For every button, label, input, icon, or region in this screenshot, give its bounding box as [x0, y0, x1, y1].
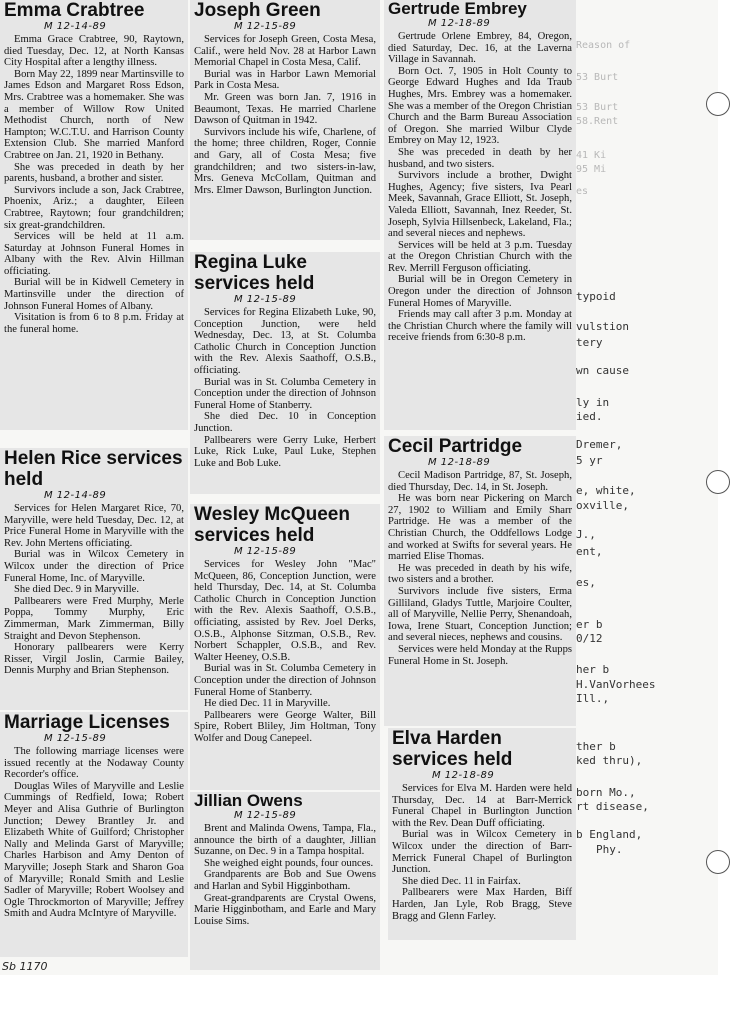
paragraph: She weighed eight pounds, four ounces. [204, 857, 374, 869]
clipping-title: Joseph Green [194, 0, 321, 21]
paragraph: Burial was in St. Columba Cemetery in Conception under the direction of Johnson Funeral Home of Stanberry. [194, 663, 376, 698]
clipping-cecil-partridge [384, 436, 576, 726]
clipping-marriage-licenses [0, 712, 188, 957]
background-line: Dremer, [576, 438, 623, 451]
paragraph: Pallbearers were Gerry Luke, Herbert Luke, Rick Luke, Paul Luke, Stephen Luke and Bob Luke. [194, 434, 376, 469]
paragraph: Services for Wesley John "Mac" McQueen, 86, Conception Junction, were held Thursday, Dec. 14, at St. Columba Catholic Church in Conception Junction with the Rev. Alexis Saathoff, O.S.B., officiating, assisted by Rev. Joel Derks, O.S.B., Alphonse Sitzman, O.S.B., Rev. Norbert Schappler, O.S.B., and Rev. Walter Heeney, O.S.B. [194, 559, 376, 663]
background-line: oxville, [576, 499, 629, 512]
paragraph: Friends may call after 3 p.m. Monday at the Christian Church where the family will receive friends from 6:30-8 p.m. [388, 309, 572, 344]
paragraph: Grandparents are Bob and Sue Owens and Harlan and Sybil Higginbotham. [194, 869, 376, 892]
background-line: 5 yr [576, 454, 603, 467]
paragraph: Emma Grace Crabtree, 90, Raytown, died Tuesday, Dec. 12, at North Kansas City Hospital after a lengthy illness. [4, 34, 184, 69]
paragraph: Douglas Wiles of Maryville and Leslie Cummings of Redfield, Iowa; Robert Meyer and Alisa Guthrie of Burlington Junction; Dewey Brantley Jr. and Elizabeth White of Guilford; Christopher Nally and Melinda Garst of Maryville; Charles Harbison and Amy Denton of Maryville; Joseph Stark and Sharon Goa of Maryville; Ronald Smith and Leslie Sadler of Maryville; Robert Woolsey and Ogle Throckmorton of Maryville; Jeffrey Smith and Audra McIntyre of Maryville. [4, 780, 184, 920]
clipping-title: Cecil Partridge [388, 436, 523, 457]
paragraph: Services will be held at 11 a.m. Saturday at Johnson Funeral Homes in Albany with the Rev. Alvin Hillman officiating. [4, 231, 184, 277]
faint-line: 53 Burt [576, 102, 619, 113]
paragraph: Burial was in Wilcox Cemetery in Wilcox under the direction of Price Funeral Home, Inc. of Maryville. [4, 549, 184, 584]
background-line: es, [576, 576, 596, 589]
handwritten-date: M 12-15-89 [234, 294, 297, 305]
clipping-title: Regina Luke services held [194, 252, 315, 294]
clipping-regina-luke [190, 252, 380, 494]
background-line: H.VanVorhees [576, 678, 656, 691]
paragraph: Burial will be in Kidwell Cemetery in Martinsville under the direction of Johnson Funeral Homes of Albany. [4, 277, 184, 312]
paragraph: Pallbearers were Max Harden, Biff Harden, Jan Lyle, Rob Bragg, Steve Bragg and Glenn Farley. [392, 887, 572, 922]
clipping-helen-rice [0, 448, 188, 710]
paragraph: She died Dec. 9 in Maryville. [14, 584, 140, 596]
paragraph: Burial was in St. Columba Cemetery in Conception under the direction of Johnson Funeral Home of Stanberry. [194, 376, 376, 411]
background-line: er b [576, 618, 603, 631]
background-line: Phy. [596, 843, 623, 856]
paragraph: Burial was in Harbor Lawn Memorial Park in Costa Mesa. [194, 68, 376, 92]
background-line: wn cause [576, 364, 629, 377]
handwritten-date: M 12-15-89 [234, 810, 297, 821]
paragraph: Gertrude Orlene Embrey, 84, Oregon, died Saturday, Dec. 16, at the Laverna Village in Savannah. [388, 31, 572, 66]
bottom-margin [0, 975, 750, 1033]
background-line: Ill., [576, 692, 610, 705]
background-line: b England, [576, 828, 643, 841]
background-line: 0/12 [576, 632, 603, 645]
handwritten-date: M 12-18-89 [428, 18, 491, 29]
paragraph: Honorary pallbearers were Kerry Risser, Virgil Joslin, Carmie Bailey, Dennis Murphy and Brian Stephenson. [4, 642, 184, 677]
paragraph: He died Dec. 11 in Maryville. [204, 698, 331, 710]
clipping-title: Wesley McQueen services held [194, 504, 350, 546]
clipping-wesley-mcqueen [190, 504, 380, 790]
paragraph: Survivors include a brother, Dwight Hughes, Agency; five sisters, Iva Pearl Meek, Savannah, Grace Elliott, St. Joseph, Valeda Elliott, Savannah, Inez Reeder, St. Joseph, Sylvia Hillsenbeck, Lakeland, Fla.; and several nieces and nephews. [388, 170, 572, 240]
paragraph: Services will be held at 3 p.m. Tuesday at the Oregon Christian Church with the Rev. Merrill Ferguson officiating. [388, 239, 572, 274]
clipping-elva-harden [388, 728, 576, 940]
background-line: ied. [576, 410, 603, 423]
paragraph: Mr. Green was born Jan. 7, 1916 in Beaumont, Texas. He married Charlene Dawson of Quitman in 1942. [194, 91, 376, 127]
paragraph: She was preceded in death by her parents, husband, a brother and sister. [4, 161, 184, 185]
clipping-title: Emma Crabtree [4, 0, 145, 21]
background-line: ent, [576, 545, 603, 558]
paragraph: Pallbearers were George Walter, Bill Spire, Robert Bliley, Jim Holtman, Tony Wolfer and Doug Canepeel. [194, 709, 376, 744]
paragraph: Cecil Madison Partridge, 87, St. Joseph, died Thursday, Dec. 14, in St. Joseph. [388, 470, 572, 493]
handwritten-date: M 12-15-89 [234, 21, 297, 32]
paragraph: Survivors include a son, Jack Crabtree, Phoenix, Ariz.; a daughter, Eileen Crabtree, Raytown; four grandchildren; six great-grandchildren. [4, 184, 184, 231]
paragraph: Born Oct. 7, 1905 in Holt County to George Edward Hughes and Ida Traub Hughes, Mrs. Embrey was a homemaker. She was a member of the Oregon Christian Church and the Barm Bureau Association of Oregon. She married Wilbur Clyde Embrey on May 12, 1923. [388, 65, 572, 147]
clipping-joseph-green [190, 0, 380, 240]
paragraph: She died Dec. 11 in Fairfax. [402, 875, 521, 887]
background-line: tery [576, 336, 603, 349]
background-record-text [576, 0, 708, 975]
background-line: typoid [576, 290, 616, 303]
faint-line: 58.Rent [576, 116, 619, 127]
background-line: ther b [576, 740, 616, 753]
faint-line: 95 Mi [576, 164, 607, 175]
faint-line: 53 Burt [576, 72, 619, 83]
paragraph: Visitation is from 6 to 8 p.m. Friday at the funeral home. [4, 312, 184, 335]
background-line: J., [576, 528, 596, 541]
paragraph: She died Dec. 10 in Conception Junction. [194, 411, 376, 434]
clipping-title: Jillian Owens [194, 792, 303, 810]
binder-hole-top [706, 92, 730, 116]
paragraph: He was born near Pickering on March 27, 1902 to William and Emily Sharr Partridge. He was a member of the Christian Church, the Oddfellows Lodge and worked at Swifts for several years. He married Elise Thomas. [388, 493, 572, 563]
faint-line: es [576, 186, 589, 197]
handwritten-date: M 12-15-89 [44, 733, 107, 744]
clipping-jillian-owens [190, 792, 380, 970]
handwritten-date: M 12-18-89 [428, 457, 491, 468]
clipping-title: Elva Harden services held [392, 728, 513, 770]
paragraph: She was preceded in death by her husband, and two sisters. [388, 146, 572, 170]
paragraph: Pallbearers were Fred Murphy, Merle Poppa, Tommy Murphy, Eric Zimmerman, Mark Zimmerman, Billy Straight and Devon Stephenson. [4, 595, 184, 642]
paragraph: Burial will be in Oregon Cemetery in Oregon under the direction of Johnson Funeral Homes of Maryville. [388, 274, 572, 309]
clipping-gertrude-embrey [384, 0, 576, 430]
binder-hole-middle [706, 470, 730, 494]
faint-line: Reason of [576, 40, 631, 51]
clipping-title: Marriage Licenses [4, 712, 170, 733]
paragraph: Services for Joseph Green, Costa Mesa, Calif., were held Nov. 28 at Harbor Lawn Memorial Chapel in Costa Mesa, Calif. [194, 34, 376, 69]
binder-hole-bottom [706, 850, 730, 874]
paragraph: Services for Helen Margaret Rice, 70, Maryville, were held Tuesday, Dec. 12, at Price Funeral Home in Maryville with the Rev. John Mertens officiating. [4, 503, 184, 549]
handwritten-date: M 12-14-89 [44, 21, 107, 32]
background-line: ly in [576, 396, 610, 409]
clipping-title: Gertrude Embrey [388, 0, 527, 18]
paragraph: Services were held Monday at the Rupps Funeral Home in St. Joseph. [388, 643, 572, 667]
paragraph: Services for Elva M. Harden were held Thursday, Dec. 14 at Barr-Merrick Funeral Chapel in Burlington Junction with the Rev. Dean Duff officiating. [392, 783, 572, 829]
paragraph: Brent and Malinda Owens, Tampa, Fla., announce the birth of a daughter, Jillian Suzanne, on Dec. 9 in a Tampa hospital. [194, 823, 376, 858]
clipping-emma-crabtree [0, 0, 188, 430]
page-margin [718, 0, 750, 1033]
background-line: ked thru), [576, 754, 643, 767]
clipping-title: Helen Rice services held [4, 448, 183, 490]
paragraph: Great-grandparents are Crystal Owens, Marie Higginbotham, and Earle and Mary Louise Sims. [194, 892, 376, 927]
background-line: born Mo., [576, 786, 636, 799]
paragraph: Survivors include five sisters, Erma Gilliland, Gladys Tuttle, Marjoire Coulter, all of Maryville, Nellie Perry, Shenandoah, Iowa, Irene Stuart, Conception Junction; and several nieces, nephews and cousins. [388, 585, 572, 644]
paragraph: He was preceded in death by his wife, two sisters and a brother. [388, 562, 572, 586]
paragraph: The following marriage licenses were issued recently at the Nodaway County Recorder's office. [4, 746, 184, 781]
paragraph: Services for Regina Elizabeth Luke, 90, Conception Junction, were held Wednesday, Dec. 13, at St. Columba Catholic Church in Conception Junction with the Rev. Alexis Saathoff, O.S.B., officiating. [194, 307, 376, 376]
background-line: vulstion [576, 320, 629, 333]
paragraph: Born May 22, 1899 near Martinsville to James Edson and Margaret Ross Edson, Mrs. Crabtree was a homemaker. She was a member of Willow Row United Methodist Church, north of New Hampton; W.C.T.U. and Harrison County Extension Club. She married Manford Crabtree on Jan. 21, 1920 in Bethany. [4, 68, 184, 161]
paragraph: Survivors include his wife, Charlene, of the home; three children, Roger, Connie and Gary, all of Costa Mesa; five grandchildren; and two sisters-in-law, Mrs. Geneva McCollam, Quitman and Mrs. Elmer Dawson, Burlington Junction. [194, 126, 376, 196]
page-tag: Sb 1170 [2, 960, 48, 973]
background-line: rt disease, [576, 800, 649, 813]
background-line: e, white, [576, 484, 636, 497]
handwritten-date: M 12-14-89 [44, 490, 107, 501]
faint-line: 41 Ki [576, 150, 607, 161]
paragraph: Burial was in Wilcox Cemetery in Wilcox under the direction of Barr-Merrick Funeral Chapel of Burlington Junction. [392, 829, 572, 876]
handwritten-date: M 12-18-89 [432, 770, 495, 781]
handwritten-date: M 12-15-89 [234, 546, 297, 557]
background-line: her b [576, 663, 610, 676]
